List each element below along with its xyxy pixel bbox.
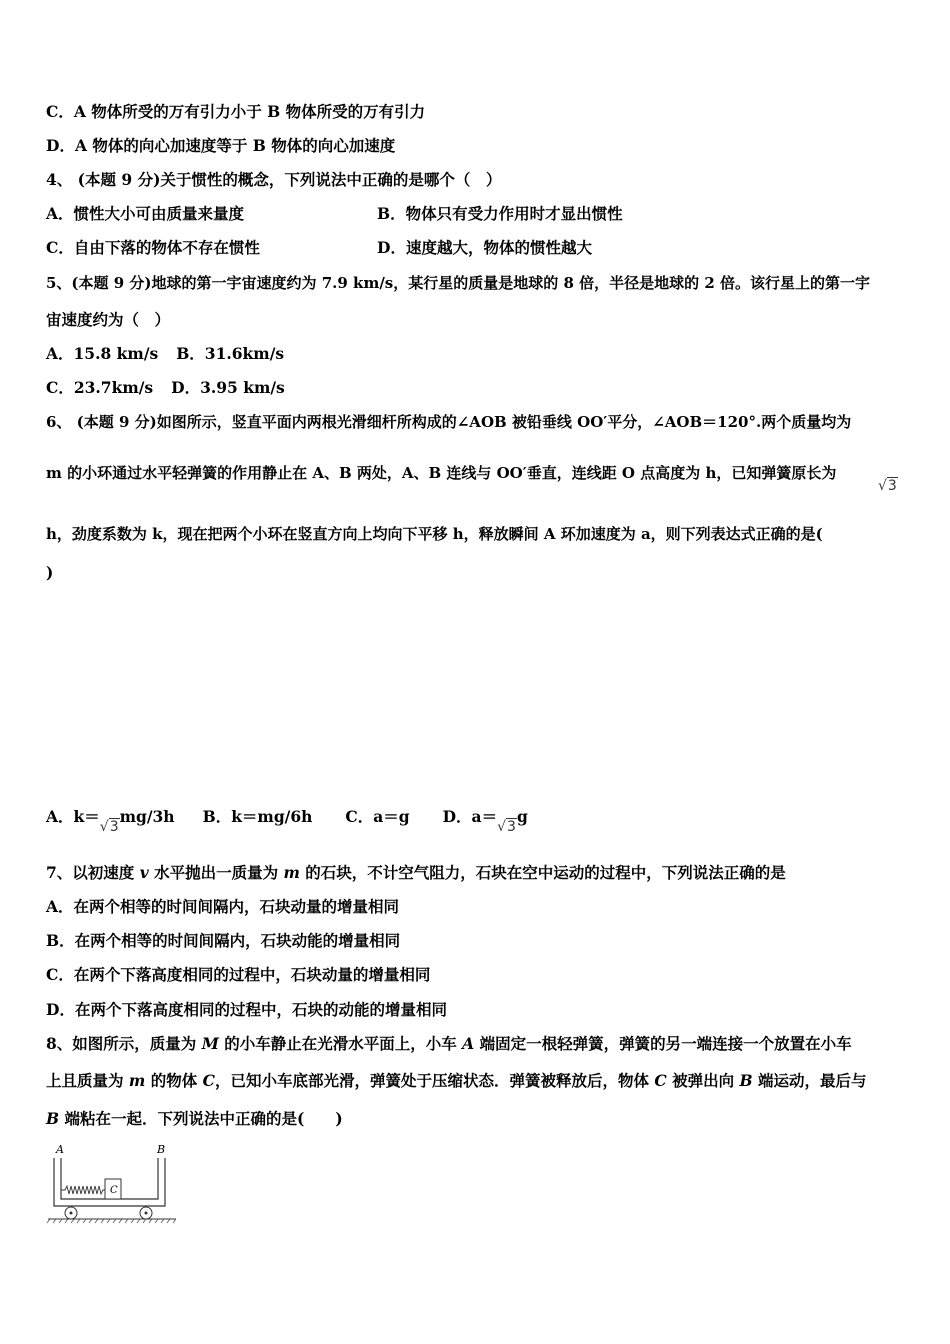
cart-spring-figure [44,1140,184,1226]
q7-option-a: A．在两个相等的时间间隔内，石块动量的增量相同 [46,897,400,916]
q5-options-cd [46,377,285,399]
q3-option-d: D．A 物体的向心加速度等于 B 物体的向心加速度 [46,136,396,155]
q6-stem-line1: 6、 (本题 9 分)如图所示，竖直平面内两根光滑细杆所构成的∠AOB 被铅垂线 OO′平分，∠AOB＝120°.两个质量均为 [46,413,852,431]
q5-option-b: B．31.6km/s [176,344,285,363]
q4-option-a: A．惯性大小可由质量来量度 [46,204,245,223]
q6-stem-line2: m 的小环通过水平轻弹簧的作用静止在 A、B 两处，A、B 连线与 OO′垂直，连线距 O 点高度为 h，已知弹簧原长为 [46,464,837,482]
q7-stem: 7、以初速度 v 水平抛出一质量为 m 的石块，不计空气阻力，石块在空中运动的过程中，下列说法正确的是 [46,863,786,882]
q8-stem-line2: 上且质量为 m 的物体 C，已知小车底部光滑，弹簧处于压缩状态．弹簧被释放后，物体 C 被弹出向 B 端运动，最后与 [46,1071,867,1090]
q5-options-ab [46,343,284,365]
q7-option-d: D．在两个下落高度相同的过程中，石块的动能的增量相同 [46,1000,447,1019]
q4-option-d: D．速度越大，物体的惯性越大 [377,238,592,257]
spring [61,1186,105,1194]
sqrt-three-symbol: √3 [878,478,897,494]
sqrt-three-symbol: √3 [497,819,516,835]
figure-label-a: A [56,1143,64,1156]
q3-option-c: C．A 物体所受的万有引力小于 B 物体所受的万有引力 [46,102,426,121]
ground-hatching [47,1219,176,1223]
q6-option-a: A．k＝√3mg/3h [46,807,175,826]
q6-option-d: D．a＝√3g [443,807,528,826]
q6-options [46,806,528,835]
q6-option-c: C．a＝g [345,807,410,826]
q5-option-d: D．3.95 km/s [171,378,285,397]
q5-option-a: A．15.8 km/s [46,344,159,363]
figure-label-b: B [157,1143,166,1156]
q4-option-b: B．物体只有受力作用时才显出惯性 [377,204,623,223]
q6-stem-line4: ) [46,563,54,582]
q4-option-c: C．自由下落的物体不存在惯性 [46,238,260,257]
sqrt-three-symbol: √3 [99,819,119,835]
q4-stem: 4、 (本题 9 分)关于惯性的概念，下列说法中正确的是哪个（ ） [46,170,502,189]
q5-option-c: C．23.7km/s [46,378,154,397]
q8-stem-line3: B 端粘在一起．下列说法中正确的是( ) [46,1109,343,1128]
q5-stem-line1: 5、(本题 9 分)地球的第一宇宙速度约为 7.9 km/s，某行星的质量是地球的 8 倍，半径是地球的 2 倍。该行星上的第一宇 [46,274,871,292]
q6-stem-line3: h，劲度系数为 k，现在把两个小环在竖直方向上均向下平移 h，释放瞬间 A 环加速度为 a，则下列表达式正确的是( [46,525,823,543]
q7-option-c: C．在两个下落高度相同的过程中，石块动量的增量相同 [46,965,431,984]
q5-stem-line2: 宙速度约为（ ） [46,310,171,329]
q8-stem-line1: 8、如图所示，质量为 M 的小车静止在光滑水平面上，小车 A 端固定一根轻弹簧，弹簧的另一端连接一个放置在小车 [46,1034,852,1053]
q6-option-b: B．k＝mg/6h [202,807,313,826]
figure-label-c: C [110,1185,118,1196]
q7-option-b: B．在两个相等的时间间隔内，石块动能的增量相同 [46,931,401,950]
